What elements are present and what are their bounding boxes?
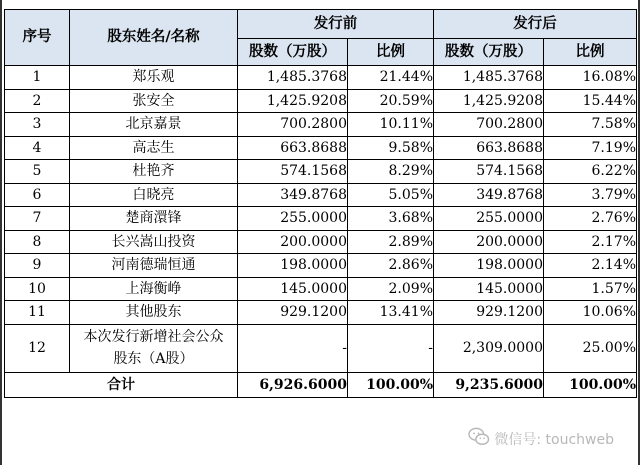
cell-before-shares: 198.0000 — [238, 254, 348, 278]
cell-total-before-ratio: 100.00% — [348, 372, 434, 397]
cell-before-shares: 663.8688 — [238, 136, 348, 160]
cell-after-shares: 198.0000 — [434, 254, 544, 278]
cell-after-shares: 929.1200 — [434, 301, 544, 325]
cell-after-shares: 700.2800 — [434, 113, 544, 137]
left-border — [0, 0, 2, 465]
cell-before-shares: 929.1200 — [238, 301, 348, 325]
cell-after-shares: 145.0000 — [434, 277, 544, 301]
cell-before-shares: 145.0000 — [238, 277, 348, 301]
wechat-icon — [468, 427, 490, 451]
cell-seq: 11 — [5, 301, 70, 325]
cell-before-ratio: 21.44% — [348, 66, 434, 90]
cell-after-shares: 2,309.0000 — [434, 324, 544, 372]
cell-before-shares: 200.0000 — [238, 230, 348, 254]
cell-before-ratio: 10.11% — [348, 113, 434, 137]
cell-name: 上海衡峥 — [70, 277, 238, 301]
cell-seq: 10 — [5, 277, 70, 301]
cell-before-ratio: 2.89% — [348, 230, 434, 254]
cell-after-shares: 349.8768 — [434, 183, 544, 207]
cell-before-ratio: 20.59% — [348, 89, 434, 113]
cell-name: 杜艳齐 — [70, 160, 238, 184]
header-after-ratio: 比例 — [544, 39, 637, 66]
cell-seq: 8 — [5, 230, 70, 254]
table-row-total — [5, 372, 637, 397]
table-row — [5, 160, 637, 184]
cell-seq: 6 — [5, 183, 70, 207]
cell-total-before-shares: 6,926.6000 — [238, 372, 348, 397]
cell-before-ratio: 2.86% — [348, 254, 434, 278]
cell-after-ratio: 7.58% — [544, 113, 637, 137]
cell-seq: 1 — [5, 66, 70, 90]
header-after: 发行后 — [434, 10, 637, 39]
cell-name: 长兴嵩山投资 — [70, 230, 238, 254]
header-name: 股东姓名/名称 — [70, 10, 238, 66]
cell-after-ratio: 2.17% — [544, 230, 637, 254]
cell-after-ratio: 10.06% — [544, 301, 637, 325]
table-row — [5, 254, 637, 278]
header-after-shares: 股数（万股） — [434, 39, 544, 66]
cell-after-ratio: 6.22% — [544, 160, 637, 184]
cell-name: 白晓亮 — [70, 183, 238, 207]
cell-name: 楚商澴锋 — [70, 207, 238, 231]
cell-before-ratio: 5.05% — [348, 183, 434, 207]
cell-before-ratio: 13.41% — [348, 301, 434, 325]
cell-name: 高志生 — [70, 136, 238, 160]
table-row — [5, 89, 637, 113]
table-row — [5, 230, 637, 254]
cell-before-ratio: 2.09% — [348, 277, 434, 301]
cell-total-label: 合计 — [5, 372, 238, 397]
cell-before-shares: - — [238, 324, 348, 372]
cell-name: 郑乐观 — [70, 66, 238, 90]
cell-after-shares: 574.1568 — [434, 160, 544, 184]
cell-name: 本次发行新增社会公众股东（A股） — [70, 324, 238, 372]
cell-after-shares: 1,485.3768 — [434, 66, 544, 90]
cell-after-ratio: 2.76% — [544, 207, 637, 231]
table-row — [5, 207, 637, 231]
table-row — [5, 113, 637, 137]
table-row — [5, 183, 637, 207]
cell-after-shares: 200.0000 — [434, 230, 544, 254]
watermark-text: 微信号: touchweb — [494, 432, 614, 448]
cell-after-shares: 663.8688 — [434, 136, 544, 160]
cell-seq: 4 — [5, 136, 70, 160]
cell-seq: 3 — [5, 113, 70, 137]
header-before-shares: 股数（万股） — [238, 39, 348, 66]
cell-name: 其他股东 — [70, 301, 238, 325]
cell-total-after-ratio: 100.00% — [544, 372, 637, 397]
table-body — [5, 66, 637, 398]
table-row — [5, 301, 637, 325]
header-before-ratio: 比例 — [348, 39, 434, 66]
cell-before-shares: 574.1568 — [238, 160, 348, 184]
cell-before-shares: 349.8768 — [238, 183, 348, 207]
cell-before-shares: 700.2800 — [238, 113, 348, 137]
table-row — [5, 136, 637, 160]
watermark — [468, 427, 614, 451]
cell-before-ratio: 9.58% — [348, 136, 434, 160]
cell-after-ratio: 3.79% — [544, 183, 637, 207]
cell-seq: 5 — [5, 160, 70, 184]
cell-before-shares: 255.0000 — [238, 207, 348, 231]
header-before: 发行前 — [238, 10, 434, 39]
cell-before-shares: 1,425.9208 — [238, 89, 348, 113]
cell-seq: 2 — [5, 89, 70, 113]
cell-before-ratio: 3.68% — [348, 207, 434, 231]
cell-total-after-shares: 9,235.6000 — [434, 372, 544, 397]
cell-after-shares: 1,425.9208 — [434, 89, 544, 113]
cell-seq: 7 — [5, 207, 70, 231]
cell-before-ratio: 8.29% — [348, 160, 434, 184]
table-row-new-issue — [5, 324, 637, 372]
shareholder-table — [4, 9, 637, 398]
cell-before-ratio: - — [348, 324, 434, 372]
cell-name: 河南德瑞恒通 — [70, 254, 238, 278]
cell-name: 北京嘉景 — [70, 113, 238, 137]
cell-after-ratio: 1.57% — [544, 277, 637, 301]
cell-after-ratio: 15.44% — [544, 89, 637, 113]
cell-seq: 12 — [5, 324, 70, 372]
cell-seq: 9 — [5, 254, 70, 278]
cell-name: 张安全 — [70, 89, 238, 113]
header-row-top — [5, 10, 637, 39]
cell-before-shares: 1,485.3768 — [238, 66, 348, 90]
cell-after-ratio: 25.00% — [544, 324, 637, 372]
cell-after-ratio: 7.19% — [544, 136, 637, 160]
cell-after-ratio: 2.14% — [544, 254, 637, 278]
table-row — [5, 66, 637, 90]
cell-after-shares: 255.0000 — [434, 207, 544, 231]
cell-after-ratio: 16.08% — [544, 66, 637, 90]
table-row — [5, 277, 637, 301]
header-seq: 序号 — [5, 10, 70, 66]
